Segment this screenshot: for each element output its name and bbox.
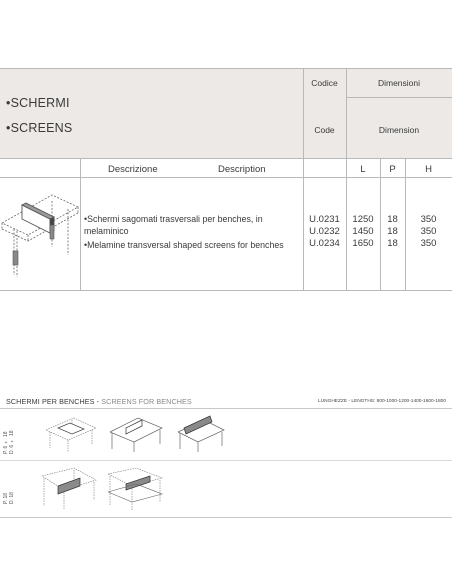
row2-thickness-label: P. 18 D. 18 bbox=[3, 492, 15, 504]
section-title-it: SCHERMI PER BENCHES bbox=[6, 397, 95, 406]
section-divider-3 bbox=[0, 517, 452, 518]
p-row-1: 18 bbox=[387, 214, 398, 225]
code-row-1: U.0231 bbox=[309, 214, 340, 225]
row1-thickness-label: P. 6 ÷ 18 D. 6 ÷ 18 bbox=[3, 430, 15, 454]
section-title-en: SCREENS FOR BENCHES bbox=[101, 397, 192, 406]
l-row-3: 1650 bbox=[352, 238, 374, 249]
section-divider-2 bbox=[0, 460, 452, 461]
column-header-bottom-border bbox=[0, 177, 452, 178]
p-row-3: 18 bbox=[387, 238, 398, 249]
l-row-2: 1450 bbox=[352, 226, 374, 237]
title-italian: •SCHERMI bbox=[6, 96, 70, 110]
h-row-2: 350 bbox=[420, 226, 437, 237]
section-title-separator: - bbox=[94, 397, 102, 406]
table-bottom-border bbox=[0, 290, 452, 291]
lengths-note: LUNGHEZZE - LENGTHS: 800-1000-1200-1400-1600-1800 bbox=[318, 399, 446, 404]
bench-thumbnail-1 bbox=[44, 414, 98, 454]
dimension-header: Dimension bbox=[378, 125, 420, 135]
code-row-2: U.0232 bbox=[309, 226, 340, 237]
title-english: •SCREENS bbox=[6, 121, 73, 135]
header-bottom-border bbox=[0, 158, 452, 159]
section-divider-1 bbox=[0, 408, 452, 409]
description-it-line2: melaminico bbox=[84, 226, 129, 236]
l-header: L bbox=[360, 164, 366, 175]
h-row-3: 350 bbox=[420, 238, 437, 249]
descrizione-header: Descrizione bbox=[108, 164, 158, 175]
image-column-divider bbox=[80, 158, 81, 290]
bench-screen-illustration bbox=[0, 185, 80, 280]
description-header: Description bbox=[218, 164, 266, 175]
bench-thumbnail-3 bbox=[176, 414, 226, 454]
codice-header: Codice bbox=[311, 78, 338, 88]
code-header: Code bbox=[314, 125, 335, 135]
description-en: •Melamine transversal shaped screens for benches bbox=[84, 240, 284, 250]
l-row-1: 1250 bbox=[352, 214, 374, 225]
p-header: P bbox=[389, 164, 396, 175]
dimension-column-divider bbox=[346, 68, 347, 290]
code-column-divider bbox=[303, 68, 304, 290]
table-top-border bbox=[0, 68, 452, 69]
h-header: H bbox=[425, 164, 432, 175]
code-row-3: U.0234 bbox=[309, 238, 340, 249]
p-row-2: 18 bbox=[387, 226, 398, 237]
section-title bbox=[6, 397, 192, 406]
dimensioni-header: Dimensioni bbox=[377, 78, 421, 88]
bench-thumbnail-4 bbox=[40, 466, 98, 512]
bench-thumbnail-5 bbox=[106, 466, 164, 512]
bench-thumbnail-2 bbox=[108, 414, 164, 454]
description-it-line1: •Schermi sagomati trasversali per benches, in bbox=[84, 214, 263, 224]
h-row-1: 350 bbox=[420, 214, 437, 225]
dimension-divider bbox=[346, 97, 452, 98]
